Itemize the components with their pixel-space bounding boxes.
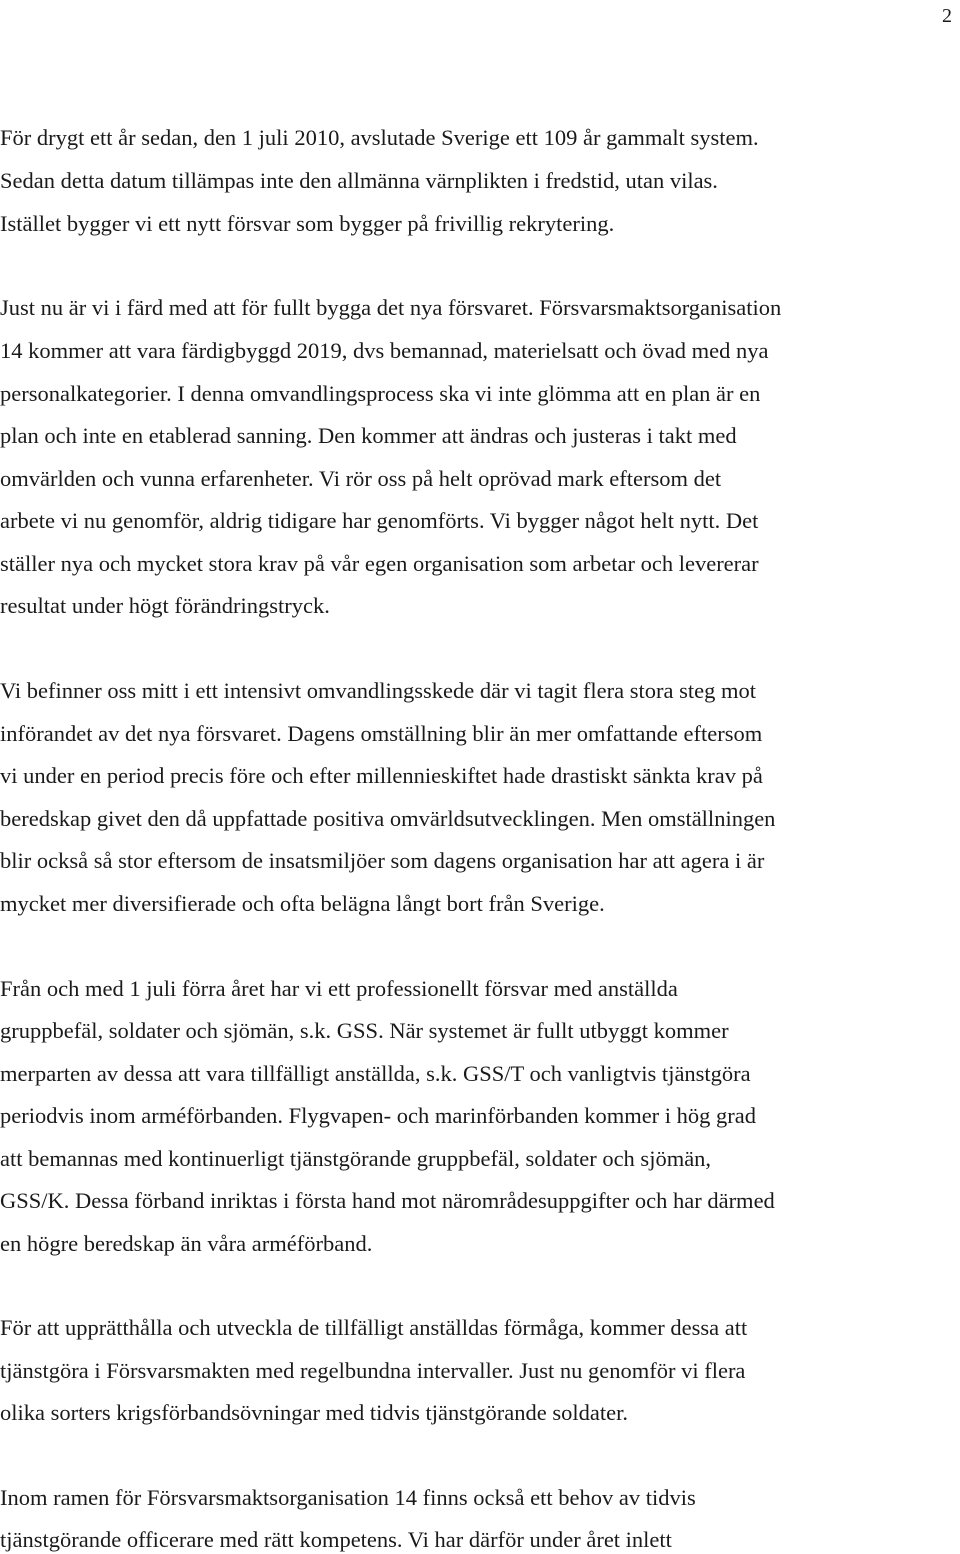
text-line: 14 kommer att vara färdigbyggd 2019, dvs bemannad, materielsatt och övad med nya [0,338,769,363]
text-line: Sedan detta datum tillämpas inte den allmänna värnplikten i fredstid, utan vilas. [0,168,718,193]
text-line: arbete vi nu genomför, aldrig tidigare har genomförts. Vi bygger något helt nytt. Det [0,508,759,533]
text-line: tjänstgöra i Försvarsmakten med regelbundna intervaller. Just nu genomför vi flera [0,1358,746,1383]
text-line: Istället bygger vi ett nytt försvar som bygger på frivillig rekrytering. [0,211,615,236]
text-line: olika sorters krigsförbandsövningar med tidvis tjänstgörande soldater. [0,1400,629,1425]
text-line: omvärlden och vunna erfarenheter. Vi rör oss på helt oprövad mark eftersom det [0,466,722,491]
text-line: mycket mer diversifierade och ofta belägna långt bort från Sverige. [0,891,605,916]
text-line: Inom ramen för Försvarsmaktsorganisation 14 finns också ett behov av tidvis [0,1485,696,1510]
text-line: en högre beredskap än våra arméförband. [0,1231,373,1256]
text-line: beredskap givet den då uppfattade positiva omvärldsutvecklingen. Men omställningen [0,806,776,831]
text-line: Från och med 1 juli förra året har vi ett professionellt försvar med anställda [0,976,678,1001]
text-line: Vi befinner oss mitt i ett intensivt omvandlingsskede där vi tagit flera stora steg mot [0,678,757,703]
text-line: tjänstgörande officerare med rätt kompetens. Vi har därför under året inlett [0,1527,672,1552]
text-line: Just nu är vi i färd med att för fullt bygga det nya försvaret. Försvarsmaktsorganisation [0,295,782,320]
text-line: resultat under högt förändringstryck. [0,593,330,618]
text-line: blir också så stor eftersom de insatsmiljöer som dagens organisation har att agera i är [0,848,765,873]
text-line: vi under en period precis före och efter millennieskiftet hade drastiskt sänkta krav på [0,763,763,788]
text-line: plan och inte en etablerad sanning. Den kommer att ändras och justeras i takt med [0,423,737,448]
text-line: För drygt ett år sedan, den 1 juli 2010, avslutade Sverige ett 109 år gammalt system. [0,125,759,150]
text-line: För att upprätthålla och utveckla de tillfälligt anställdas förmåga, kommer dessa att [0,1315,748,1340]
text-line: periodvis inom arméförbanden. Flygvapen- och marinförbanden kommer i hög grad [0,1103,757,1128]
text-line: GSS/K. Dessa förband inriktas i första hand mot närområdesuppgifter och har därmed [0,1188,775,1213]
text-line: att bemannas med kontinuerligt tjänstgörande gruppbefäl, soldater och sjömän, [0,1146,712,1171]
text-line: införandet av det nya försvaret. Dagens omställning blir än mer omfattande eftersom [0,721,763,746]
text-line: gruppbefäl, soldater och sjömän, s.k. GSS. När systemet är fullt utbyggt kommer [0,1018,729,1043]
page-number: 2 [942,5,952,27]
text-line: ställer nya och mycket stora krav på vår egen organisation som arbetar och levererar [0,551,759,576]
text-line: personalkategorier. I denna omvandlingsprocess ska vi inte glömma att en plan är en [0,381,761,406]
text-line: merparten av dessa att vara tillfälligt anställda, s.k. GSS/T och vanligtvis tjänstgöra [0,1061,751,1086]
